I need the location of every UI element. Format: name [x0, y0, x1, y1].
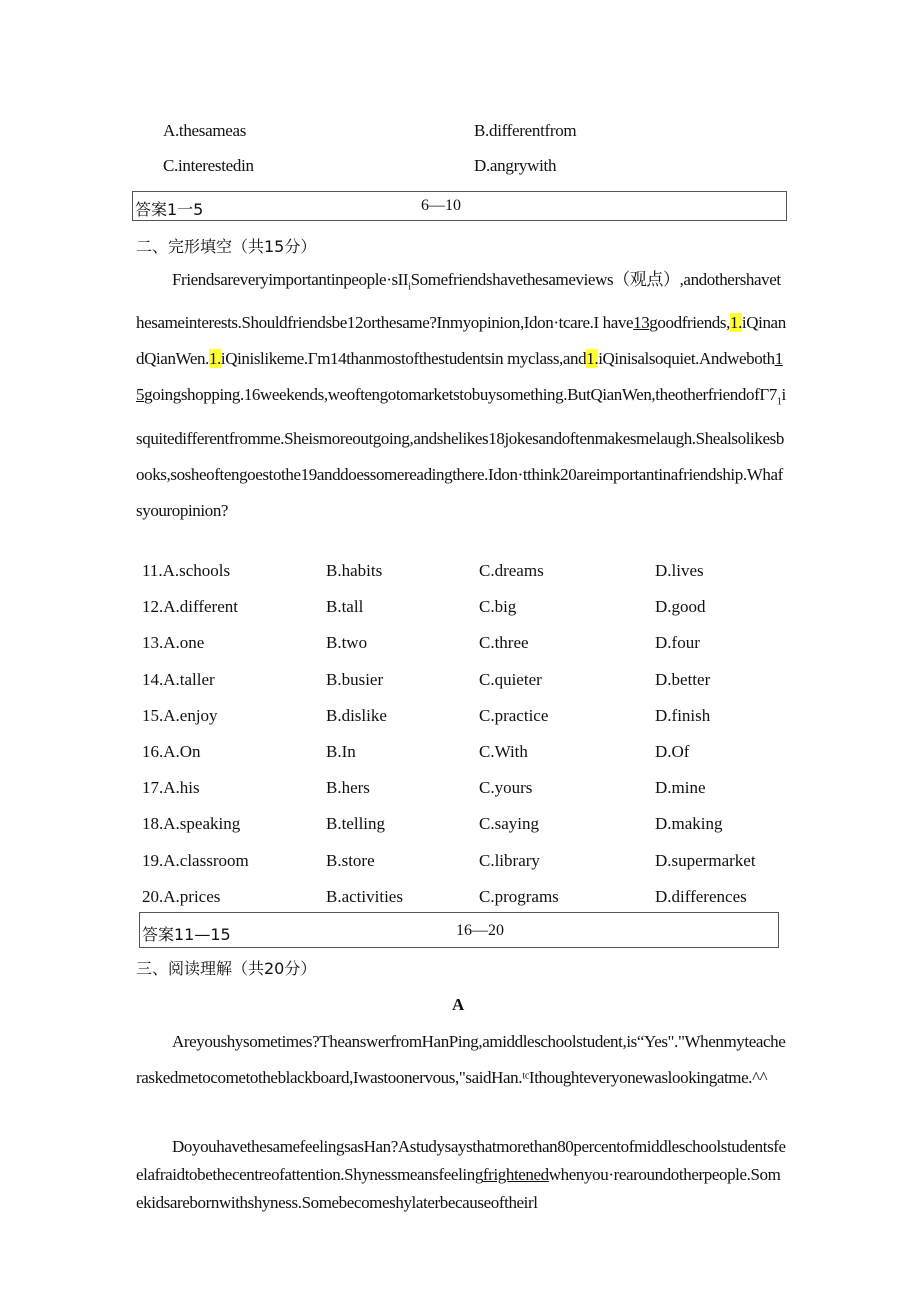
question-15-option-a: 15.A.enjoy [142, 706, 218, 725]
option-b: B.differentfrom [474, 121, 577, 140]
answer-label: 答案1一5 [135, 200, 204, 219]
question-16-option-b: B.In [326, 742, 356, 761]
question-13-option-c: C.three [479, 633, 529, 652]
reading-paragraph-1: Areyoushysometimes?TheanswerfromHanPing,amiddleschoolstudent,is“Yes"."Whenmyteacheraskedmetocometotheblackboard,Iwastoonervous,"saidHan.ᵗᶜIthoughteveryonewaslookingatme.^^ [136, 1032, 786, 1087]
question-20-option-a: 20.A.prices [142, 887, 221, 906]
question-17-option-b: B.hers [326, 778, 370, 797]
question-19-option-b: B.store [326, 851, 375, 870]
passage-text: Somefriendshavethesameviews（观点）,andothershavethesameinterests.Shouldfriendsbe12orthesame?Inmyopinion,Idon·tcare.I have [136, 270, 781, 333]
question-20-option-d: D.differences [655, 887, 747, 906]
question-18-option-a: 18.A.speaking [142, 814, 241, 833]
question-16-option-d: D.Of [655, 742, 690, 761]
option-d: D.angrywith [474, 156, 557, 175]
question-17-option-d: D.mine [655, 778, 706, 797]
answer-box-2 [139, 912, 779, 948]
question-14-option-d: D.better [655, 670, 711, 689]
answer-label: 答案11—15 [142, 925, 231, 944]
highlight-mark: 1. [586, 349, 599, 369]
passage-text: goingshopping.16weekends,weoftengotomarketstobuysomething.ButQianWen,theotherfriendofΓ7 [144, 385, 777, 405]
question-15-option-b: B.dislike [326, 706, 387, 725]
section-title-cloze: 二、完形填空（共15分） [136, 237, 317, 256]
passage-text: Friendsareveryimportantinpeople·sII [172, 270, 409, 289]
blank-15: 15 [136, 349, 783, 405]
blank-13: 13 [633, 313, 650, 333]
highlight-mark: 1. [208, 349, 221, 369]
answer-range: 6—10 [421, 197, 461, 214]
question-14-option-a: 14.A.taller [142, 670, 215, 689]
question-13-option-d: D.four [655, 633, 700, 652]
passage-text: iQinislikeme.Γm14thanmostofthestudentsin myclass,and [220, 349, 587, 369]
question-11-option-d: D.lives [655, 561, 704, 580]
question-12-option-b: B.tall [326, 597, 364, 616]
answer-range: 16—20 [456, 922, 504, 939]
passage-text: isquitedifferentfromme.Sheismoreoutgoing,andshelikes18jokesandoftenmakesmelaugh.Shealsolikesbooks,sosheoftengoestothe19anddoessomereadingthere.Idon·tthink20areimportantinafriendship.Whafsyouropinion? [136, 385, 786, 520]
passage-text: DoyouhavethesamefeelingsasHan?Astudysaysthatmorethan80percentofmiddleschoolstudentsfeelafraidtobethecentreofattention.Shynessmeansfeeling [136, 1137, 786, 1184]
reading-paragraph-2 [136, 1133, 786, 1217]
underlined-word: frightened [482, 1165, 549, 1184]
question-12-option-c: C.big [479, 597, 517, 616]
question-11-option-b: B.habits [326, 561, 383, 580]
section-title-reading: 三、阅读理解（共20分） [136, 959, 317, 978]
question-18-option-b: B.telling [326, 814, 386, 833]
passage-text: iQinisalsoquiet.Andweboth [598, 349, 775, 369]
highlight-mark: 1. [729, 313, 742, 333]
cloze-passage [136, 262, 786, 529]
passage-subscript: 1 [776, 396, 782, 408]
question-19-option-d: D.supermarket [655, 851, 756, 870]
question-13-option-a: 13.A.one [142, 633, 205, 652]
question-16-option-c: C.With [479, 742, 528, 761]
question-14-option-c: C.quieter [479, 670, 542, 689]
question-11-option-a: 11.A.schools [142, 561, 231, 580]
question-16-option-a: 16.A.On [142, 742, 201, 761]
question-15-option-c: C.practice [479, 706, 549, 725]
question-13-option-b: B.two [326, 633, 368, 652]
question-19-option-c: C.library [479, 851, 540, 870]
question-20-option-c: C.programs [479, 887, 559, 906]
option-a: A.thesameas [163, 121, 247, 140]
answer-box-1 [132, 191, 787, 221]
question-12-option-a: 12.A.different [142, 597, 238, 616]
question-17-option-a: 17.A.his [142, 778, 200, 797]
passage-heading: A [452, 995, 465, 1014]
question-19-option-a: 19.A.classroom [142, 851, 249, 870]
question-12-option-d: D.good [655, 597, 706, 616]
option-c: C.interestedin [163, 156, 254, 175]
question-18-option-d: D.making [655, 814, 723, 833]
passage-text: iQinandQianWen. [136, 313, 786, 369]
question-15-option-d: D.finish [655, 706, 711, 725]
question-17-option-c: C.yours [479, 778, 533, 797]
passage-subscript: i [408, 281, 411, 293]
question-18-option-c: C.saying [479, 814, 539, 833]
passage-text: goodfriends, [649, 313, 730, 333]
question-11-option-c: C.dreams [479, 561, 544, 580]
question-20-option-b: B.activities [326, 887, 403, 906]
passage-text: whenyou·rearoundotherpeople.Somekidsarebornwithshyness.Somebecomeshylaterbecauseoftheirl [136, 1165, 781, 1212]
question-14-option-b: B.busier [326, 670, 384, 689]
